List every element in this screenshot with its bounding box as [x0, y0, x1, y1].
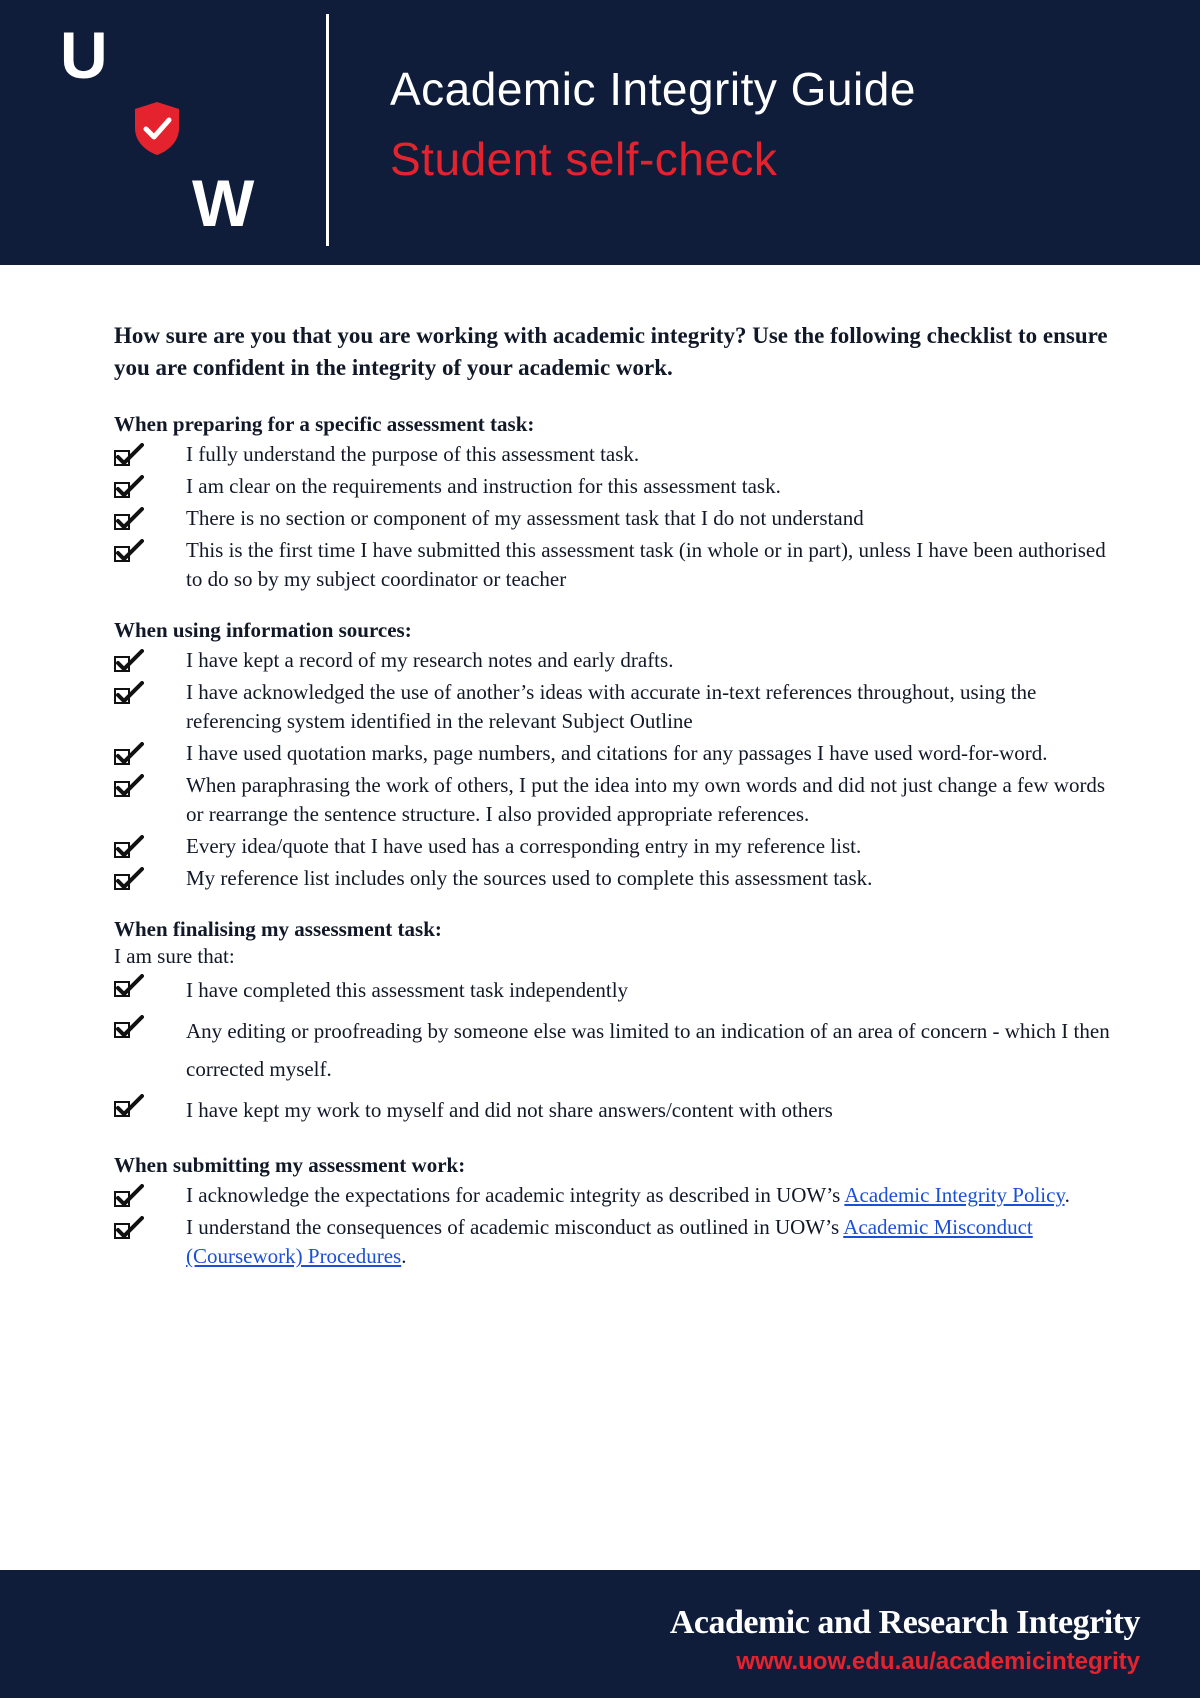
list-item: I have completed this assessment task independently: [114, 971, 1114, 1009]
list-item: When paraphrasing the work of others, I put the idea into my own words and did not just change a few words or rearrange the sentence structure. I also provided appropriate references.: [114, 771, 1114, 829]
list-item: I fully understand the purpose of this assessment task.: [114, 440, 1114, 469]
list-item: I am clear on the requirements and instruction for this assessment task.: [114, 472, 1114, 501]
list-item: I acknowledge the expectations for academic integrity as described in UOW’s Academic Integrity Policy.: [114, 1181, 1114, 1210]
page-title: Academic Integrity Guide: [390, 63, 916, 115]
intro-text: How sure are you that you are working with academic integrity? Use the following checklist to ensure you are confident in the integrity of your academic work.: [114, 323, 1108, 380]
checkmark-box-icon: [114, 1015, 144, 1039]
section-title: When using information sources:: [114, 618, 412, 642]
list-item: There is no section or component of my assessment task that I do not understand: [114, 504, 1114, 533]
list-item: I have used quotation marks, page numbers, and citations for any passages I have used word-for-word.: [114, 739, 1114, 768]
shield-check-icon: [132, 100, 182, 156]
checkmark-box-icon: [114, 742, 144, 766]
section-finalising: [114, 915, 1114, 1129]
list-item: I have kept a record of my research notes and early drafts.: [114, 646, 1114, 675]
logo-letter-w: W: [192, 166, 255, 240]
checkmark-box-icon: [114, 475, 144, 499]
checkmark-box-icon: [114, 681, 144, 705]
checkmark-box-icon: [114, 835, 144, 859]
checkmark-box-icon: [114, 649, 144, 673]
section-subtitle: I am sure that:: [114, 944, 235, 968]
checkmark-box-icon: [114, 774, 144, 798]
checkmark-box-icon: [114, 867, 144, 891]
header-banner: [0, 0, 1200, 265]
section-title: When finalising my assessment task:: [114, 917, 442, 941]
checklist-content: [114, 320, 1114, 1293]
checkmark-box-icon: [114, 539, 144, 563]
academic-integrity-policy-link[interactable]: Academic Integrity Policy: [844, 1183, 1065, 1207]
footer-banner: [0, 1570, 1200, 1698]
list-item: Any editing or proofreading by someone else was limited to an indication of an area of concern - which I then corrected myself.: [114, 1012, 1114, 1088]
section-preparing: [114, 410, 1114, 594]
checklist: [114, 646, 1114, 893]
section-sources: [114, 616, 1114, 893]
checkmark-box-icon: [114, 974, 144, 998]
checklist: [114, 440, 1114, 594]
checkmark-box-icon: [114, 1094, 144, 1118]
page-subtitle: Student self-check: [390, 133, 778, 185]
logo-letter-u: U: [60, 18, 108, 92]
checkmark-box-icon: [114, 507, 144, 531]
header-divider: [326, 14, 329, 246]
checkmark-box-icon: [114, 443, 144, 467]
checklist: [114, 971, 1114, 1129]
footer-title: Academic and Research Integrity: [669, 1604, 1140, 1641]
list-item: I have kept my work to myself and did not share answers/content with others: [114, 1091, 1114, 1129]
section-title: When submitting my assessment work:: [114, 1153, 466, 1177]
list-item: This is the first time I have submitted this assessment task (in whole or in part), unless I have been authorised to do so by my subject coordinator or teacher: [114, 536, 1114, 594]
list-item: My reference list includes only the sources used to complete this assessment task.: [114, 864, 1114, 893]
checkmark-box-icon: [114, 1184, 144, 1208]
list-item: I understand the consequences of academic misconduct as outlined in UOW’s Academic Misconduct (Coursework) Procedures.: [114, 1213, 1114, 1271]
list-item: Every idea/quote that I have used has a corresponding entry in my reference list.: [114, 832, 1114, 861]
section-submitting: [114, 1151, 1114, 1271]
checklist: [114, 1181, 1114, 1271]
footer-url[interactable]: www.uow.edu.au/academicintegrity: [736, 1648, 1140, 1675]
checkmark-box-icon: [114, 1216, 144, 1240]
academic-misconduct-procedures-link[interactable]: Academic Misconduct (Coursework) Procedures: [186, 1215, 1033, 1268]
section-title: When preparing for a specific assessment task:: [114, 412, 535, 436]
list-item: I have acknowledged the use of another’s ideas with accurate in-text references throughout, using the referencing system identified in the relevant Subject Outline: [114, 678, 1114, 736]
